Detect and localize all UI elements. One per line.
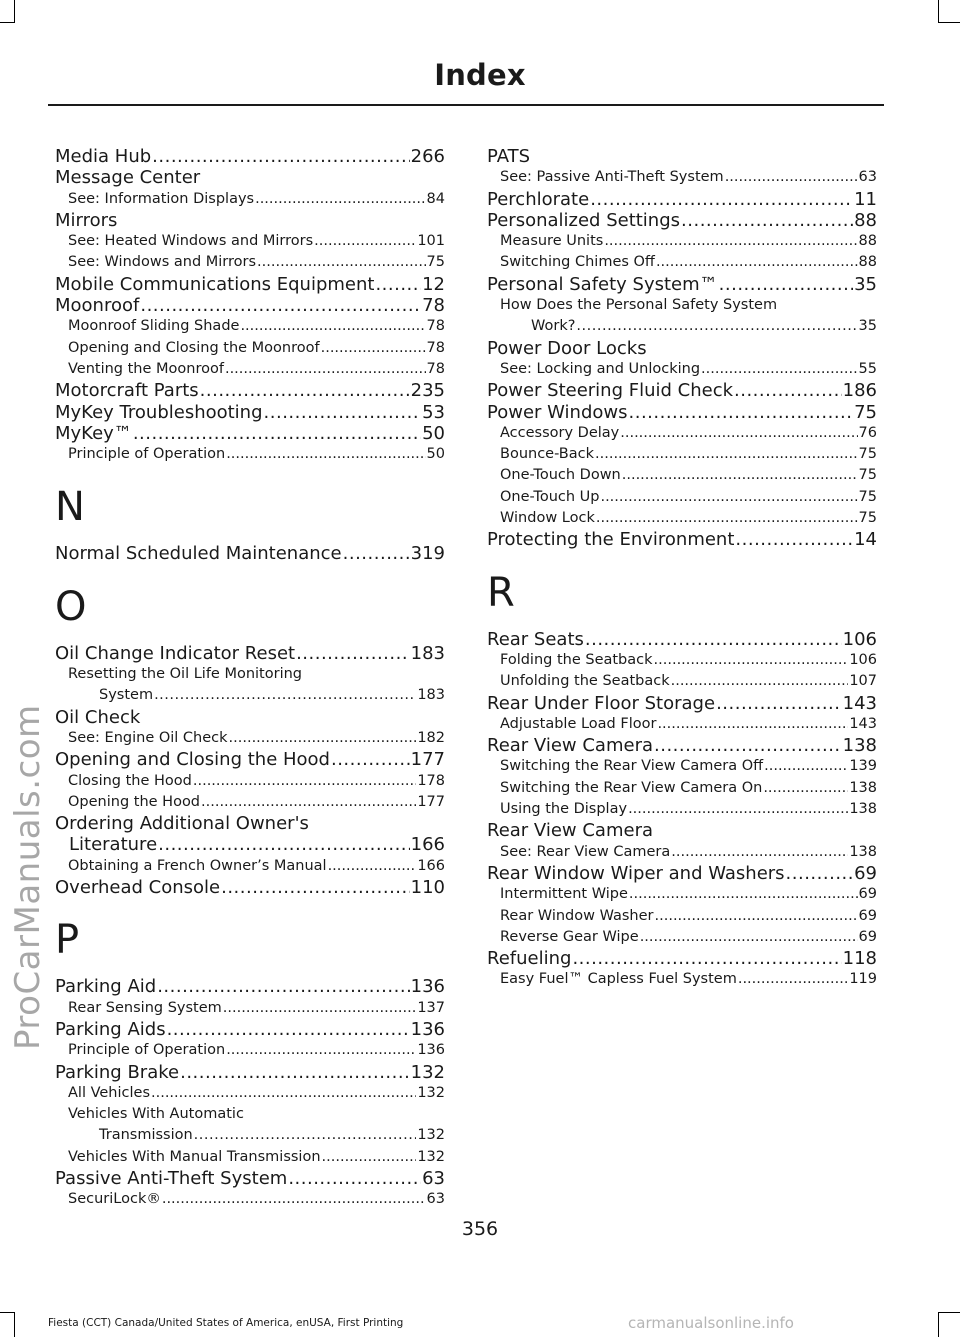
index-subentry: Window Lock ..... 75: [487, 508, 877, 529]
index-subentry-continued: Work? ..... 35: [487, 316, 877, 337]
index-subentry: Vehicles With Automatic: [68, 1106, 244, 1123]
index-entry: MyKey™ ..... 50: [55, 423, 445, 444]
index-entry: Motorcraft Parts ..... 235: [55, 380, 445, 401]
index-entry: Protecting the Environment ..... 14: [487, 529, 877, 550]
index-subentry: One-Touch Down ..... 75: [487, 465, 877, 486]
index-subentry: Rear Window Washer ..... 69: [487, 906, 877, 927]
index-subentry: Resetting the Oil Life Monitoring: [68, 666, 302, 683]
index-entry: Normal Scheduled Maintenance ..... 319: [55, 543, 445, 564]
index-entry: Refueling ..... 118: [487, 948, 877, 969]
footer-watermark: carmanualsonline.info: [628, 1314, 794, 1332]
index-entry: Message Center: [55, 167, 201, 189]
index-entry: Rear Seats ..... 106: [487, 629, 877, 650]
index-subentry: SecuriLock® ..... 63: [55, 1189, 445, 1210]
index-entry: Passive Anti-Theft System ..... 63: [55, 1168, 445, 1189]
index-subentry: One-Touch Up ..... 75: [487, 487, 877, 508]
index-subentry: See: Locking and Unlocking ..... 55: [487, 359, 877, 380]
page-number: 356: [461, 1218, 499, 1240]
section-letter: P: [55, 917, 80, 964]
crop-mark: [14, 1312, 15, 1337]
crop-mark: [0, 1312, 15, 1313]
index-entry: Moonroof ..... 78: [55, 295, 445, 316]
crop-mark: [938, 1312, 939, 1337]
index-subentry: See: Windows and Mirrors ..... 75: [55, 252, 445, 273]
index-subentry: Intermittent Wipe ..... 69: [487, 884, 877, 905]
index-entry: MyKey Troubleshooting ..... 53: [55, 402, 445, 423]
index-entry: Personalized Settings ..... 88: [487, 210, 877, 231]
index-subentry: See: Engine Oil Check ..... 182: [55, 728, 445, 749]
index-subentry: All Vehicles ..... 132: [55, 1083, 445, 1104]
index-subentry: Rear Sensing System ..... 137: [55, 998, 445, 1019]
index-subentry: Switching the Rear View Camera Off ..... 139: [487, 756, 877, 777]
index-subentry: Opening the Hood ..... 177: [55, 792, 445, 813]
index-entry: Parking Aids ..... 136: [55, 1019, 445, 1040]
index-entry: Rear View Camera: [487, 820, 653, 842]
index-subentry: Moonroof Sliding Shade ..... 78: [55, 316, 445, 337]
index-subentry: Bounce-Back ..... 75: [487, 444, 877, 465]
index-entry: Overhead Console ..... 110: [55, 877, 445, 898]
page-title: Index: [434, 58, 526, 92]
crop-mark: [14, 0, 15, 22]
index-subentry: See: Passive Anti-Theft System ..... 63: [487, 167, 877, 188]
section-letter: R: [487, 569, 515, 616]
index-subentry: Closing the Hood ..... 178: [55, 771, 445, 792]
index-entry: Oil Change Indicator Reset ..... 183: [55, 643, 445, 664]
crop-mark: [938, 0, 939, 22]
crop-mark: [938, 1312, 960, 1313]
index-subentry: Using the Display ..... 138: [487, 799, 877, 820]
watermark: ProCarManuals.com: [8, 704, 48, 1050]
index-entry: Mobile Communications Equipment ..... 12: [55, 274, 445, 295]
index-subentry: Principle of Operation ..... 136: [55, 1040, 445, 1061]
footer-text: Fiesta (CCT) Canada/United States of America, enUSA, First Printing: [48, 1317, 404, 1329]
index-column-left: [55, 146, 445, 1211]
index-subentry: Adjustable Load Floor ..... 143: [487, 714, 877, 735]
index-entry: Power Windows ..... 75: [487, 402, 877, 423]
index-entry: PATS: [487, 146, 531, 167]
index-column-right: [487, 146, 877, 991]
index-entry: Mirrors: [55, 209, 118, 231]
index-subentry: See: Rear View Camera ..... 138: [487, 842, 877, 863]
index-subentry: Principle of Operation ..... 50: [55, 444, 445, 465]
index-entry: Rear Window Wiper and Washers ..... 69: [487, 863, 877, 884]
index-subentry: See: Heated Windows and Mirrors ..... 101: [55, 231, 445, 252]
index-subentry: Accessory Delay ..... 76: [487, 423, 877, 444]
index-subentry: Venting the Moonroof ..... 78: [55, 359, 445, 380]
index-entry: Ordering Additional Owner's: [55, 813, 309, 835]
index-subentry: Switching Chimes Off ..... 88: [487, 252, 877, 273]
index-subentry: Measure Units ..... 88: [487, 231, 877, 252]
section-letter: N: [55, 484, 85, 531]
index-entry: Parking Aid ..... 136: [55, 976, 445, 997]
index-entry: Personal Safety System™ ..... 35: [487, 274, 877, 295]
index-entry: Media Hub ..... 266: [55, 146, 445, 167]
index-subentry: Obtaining a French Owner’s Manual ..... 166: [55, 856, 445, 877]
index-subentry: Opening and Closing the Moonroof ..... 78: [55, 338, 445, 359]
index-subentry-continued: Transmission ..... 132: [55, 1125, 445, 1146]
section-letter: O: [55, 583, 87, 630]
index-subentry: How Does the Personal Safety System: [500, 297, 778, 314]
crop-mark: [938, 22, 960, 23]
index-entry: Opening and Closing the Hood ..... 177: [55, 749, 445, 770]
index-entry: Parking Brake ..... 132: [55, 1062, 445, 1083]
index-subentry: Unfolding the Seatback ..... 107: [487, 671, 877, 692]
index-subentry: Folding the Seatback ..... 106: [487, 650, 877, 671]
index-subentry: Easy Fuel™ Capless Fuel System ..... 119: [487, 969, 877, 990]
title-rule: [48, 104, 884, 106]
index-subentry: Reverse Gear Wipe ..... 69: [487, 927, 877, 948]
crop-mark: [0, 22, 15, 23]
index-entry: Rear View Camera ..... 138: [487, 735, 877, 756]
index-entry: Power Steering Fluid Check ..... 186: [487, 380, 877, 401]
index-entry: Rear Under Floor Storage ..... 143: [487, 693, 877, 714]
index-entry-continued: Literature ..... 166: [55, 834, 445, 855]
index-subentry: Vehicles With Manual Transmission ..... 132: [55, 1147, 445, 1168]
index-entry: Perchlorate ..... 11: [487, 189, 877, 210]
index-subentry-continued: System ..... 183: [55, 685, 445, 706]
index-subentry: Switching the Rear View Camera On ..... 138: [487, 778, 877, 799]
index-entry: Power Door Locks: [487, 337, 647, 359]
index-subentry: See: Information Displays ..... 84: [55, 189, 445, 210]
index-entry: Oil Check: [55, 706, 141, 728]
